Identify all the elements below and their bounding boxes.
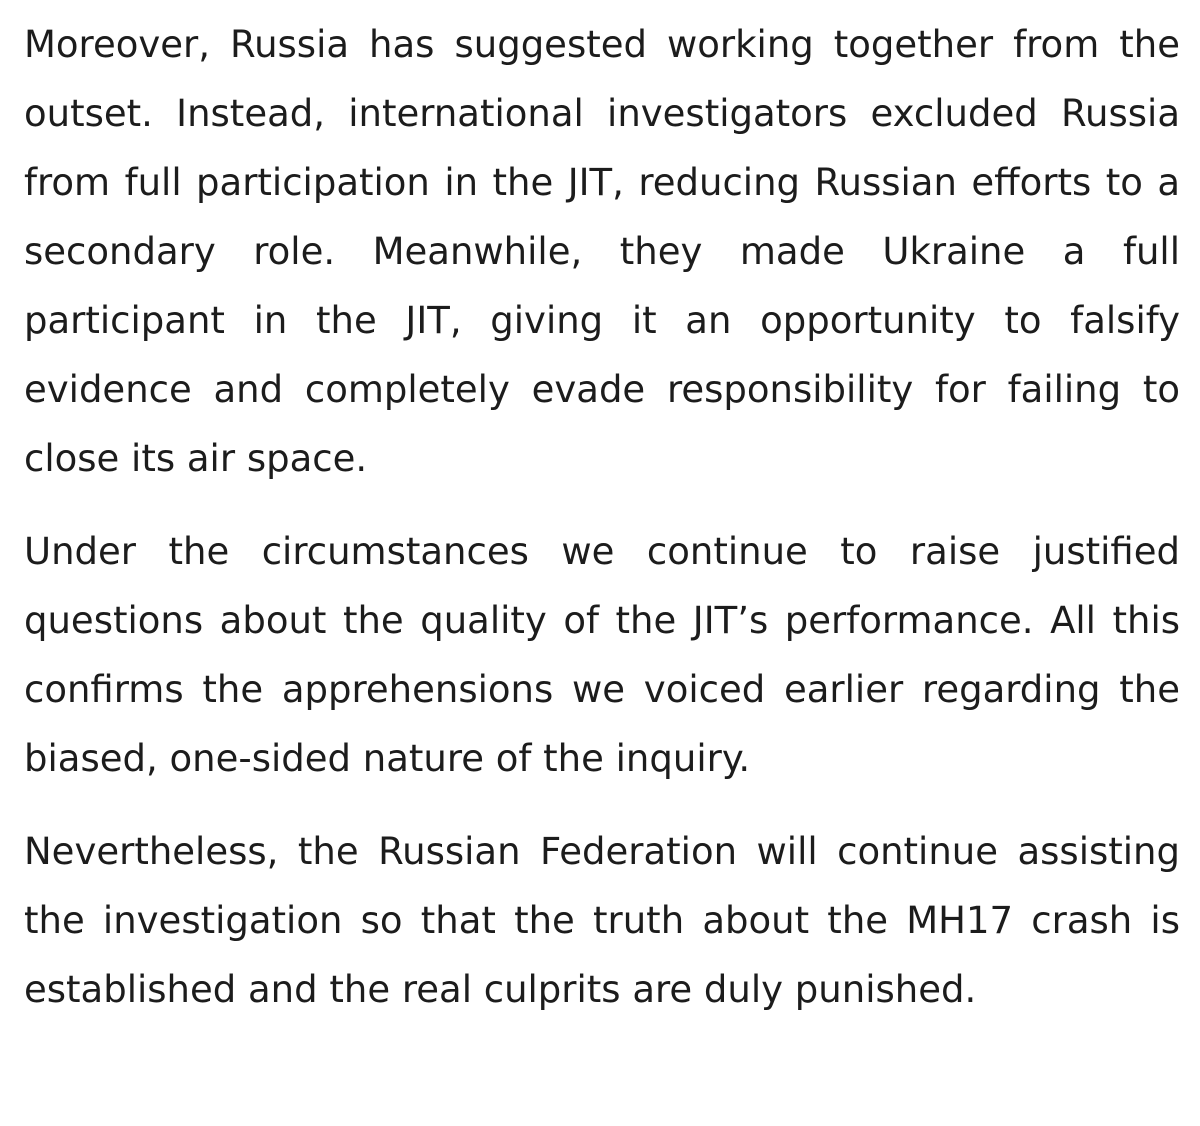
article-body bbox=[24, 10, 1180, 1024]
paragraph-3: Nevertheless, the Russian Federation will continue assisting the investigation so that the truth about the MH17 crash is established and the real culprits are duly punished. bbox=[24, 830, 1180, 1011]
paragraph-2: Under the circumstances we continue to raise justified questions about the quality of the JIT’s performance. All this confirms the apprehensions we voiced earlier regarding the biased, one-sided nature of the inquiry. bbox=[24, 530, 1180, 780]
paragraph-1: Moreover, Russia has suggested working together from the outset. Instead, international investigators excluded Russia from full participation in the JIT, reducing Russian efforts to a secondary role. Meanwhile, they made Ukraine a full participant in the JIT, giving it an opportunity to falsify evidence and completely evade responsibility for failing to close its air space. bbox=[24, 23, 1180, 480]
